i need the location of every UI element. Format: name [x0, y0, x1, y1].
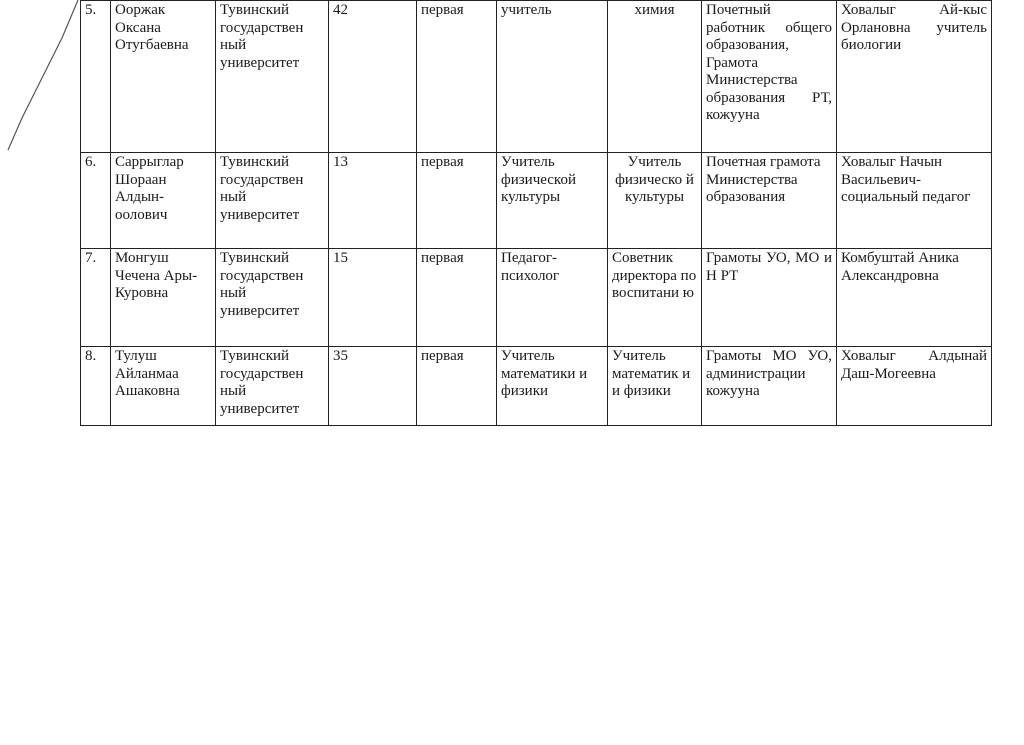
row-number: 8. [81, 347, 111, 426]
position: учитель [497, 1, 608, 153]
awards: Почетная грамота Министерства образования [702, 153, 837, 249]
subject: химия [608, 1, 702, 153]
awards: Почетный работник общего образования, Грамота Министерства образования РТ, кожууна [702, 1, 837, 153]
subject: Учитель физическо й культуры [608, 153, 702, 249]
qualification-category: первая [417, 153, 497, 249]
row-number: 7. [81, 249, 111, 347]
subject: Советник директора по воспитани ю [608, 249, 702, 347]
education: Тувинский государствен ный университет [216, 1, 329, 153]
row-number: 6. [81, 153, 111, 249]
teacher-name: Ооржак Оксана Отугбаевна [111, 1, 216, 153]
mentor: Ховалыг Алдынай Даш-Могеевна [837, 347, 992, 426]
teacher-name: Монгуш Чечена Ары-Куровна [111, 249, 216, 347]
education: Тувинский государствен ный университет [216, 153, 329, 249]
experience-years: 35 [329, 347, 417, 426]
staff-table [80, 0, 992, 426]
mentor: Ховалыг Ай-кыс Орлановна учитель биологии [837, 1, 992, 153]
experience-years: 15 [329, 249, 417, 347]
awards: Грамоты МО УО, администрации кожууна [702, 347, 837, 426]
education: Тувинский государствен ный университет [216, 249, 329, 347]
table-row [81, 249, 992, 347]
qualification-category: первая [417, 1, 497, 153]
row-number: 5. [81, 1, 111, 153]
experience-years: 13 [329, 153, 417, 249]
scan-pen-mark [0, 0, 90, 160]
table-row [81, 1, 992, 153]
position: Учитель физической культуры [497, 153, 608, 249]
table-row [81, 153, 992, 249]
awards: Грамоты УО, МО и Н РТ [702, 249, 837, 347]
experience-years: 42 [329, 1, 417, 153]
mentor: Ховалыг Начын Васильевич-социальный педагог [837, 153, 992, 249]
education: Тувинский государствен ный университет [216, 347, 329, 426]
position: Учитель математики и физики [497, 347, 608, 426]
mentor: Комбуштай Аника Александровна [837, 249, 992, 347]
position: Педагог-психолог [497, 249, 608, 347]
qualification-category: первая [417, 249, 497, 347]
teacher-name: Саррыглар Шораан Алдын-оолович [111, 153, 216, 249]
teacher-name: Тулуш Айланмаа Ашаковна [111, 347, 216, 426]
table-row [81, 347, 992, 426]
qualification-category: первая [417, 347, 497, 426]
subject: Учитель математик и и физики [608, 347, 702, 426]
